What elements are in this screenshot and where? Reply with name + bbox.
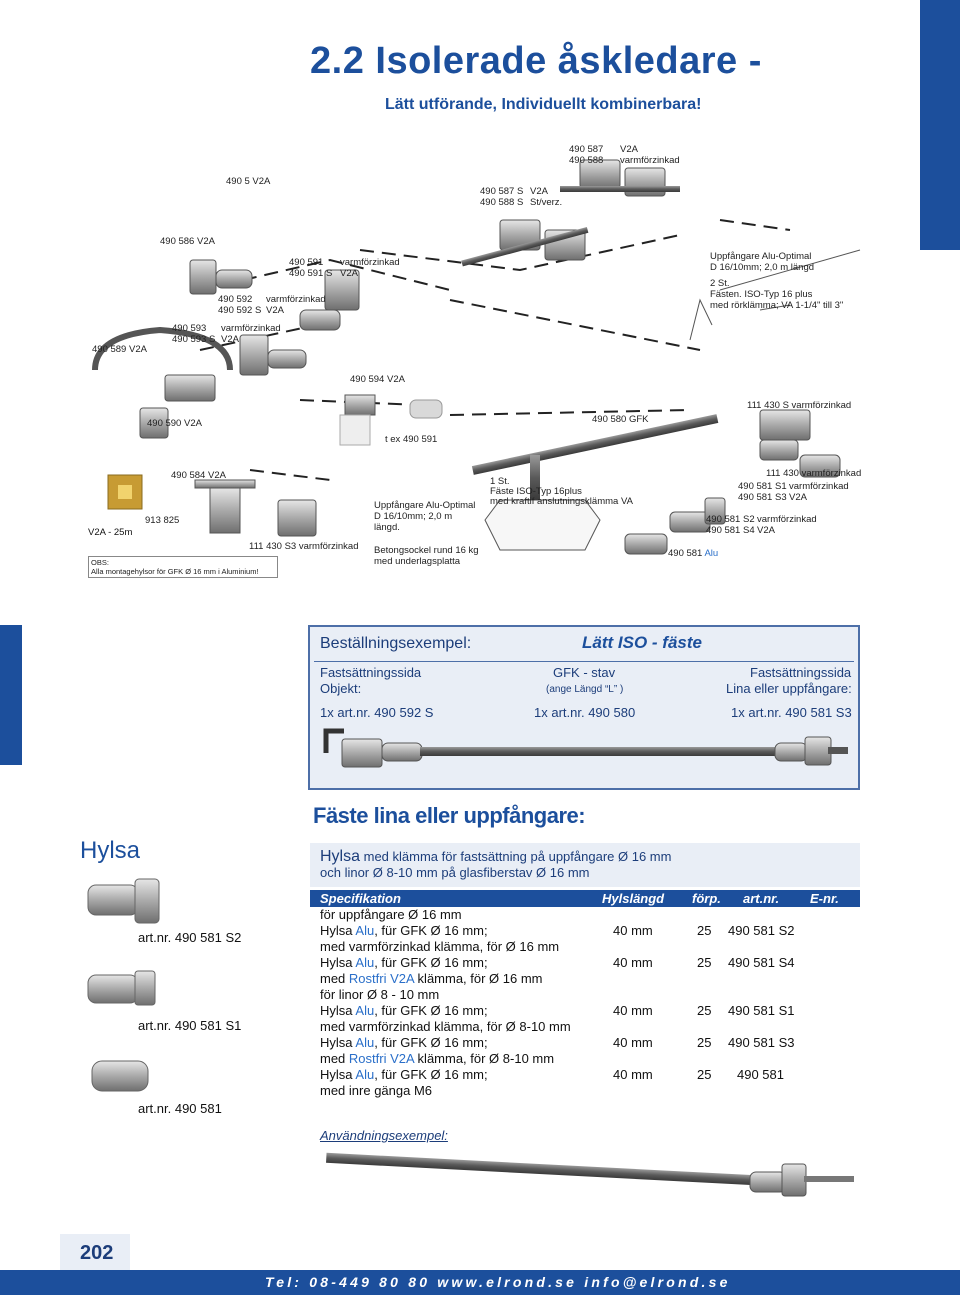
- label-490591S: 490 591 S: [289, 268, 333, 279]
- col1-line1: Fastsättningssida: [320, 665, 422, 680]
- label-490581: 490 581 Alu: [668, 548, 719, 559]
- order-example-divider: [314, 661, 854, 662]
- label-490580: 490 580 GFK: [592, 414, 649, 425]
- label-490581S3: 490 581 S3: [738, 492, 787, 503]
- hylsa-heading: Hylsa: [80, 837, 141, 864]
- label-490581S4: 490 581 S4: [706, 525, 755, 536]
- label-uppfangare-1: Uppfångare Alu-Optimal: [710, 251, 812, 262]
- spec-row-5-line1: Hylsa Alu, für GFK Ø 16 mm;: [320, 1067, 488, 1082]
- sleeve-image-s2: [80, 875, 170, 935]
- label-uppf-b3: längd.: [374, 522, 400, 533]
- label-490587S: 490 587 S: [480, 186, 524, 197]
- spec-row-5-len: 40 mm: [613, 1067, 653, 1082]
- label-490592: 490 592: [218, 294, 253, 305]
- page-title: 2.2 Isolerade åskledare -: [310, 40, 762, 82]
- label-490588-mat: varmförzinkad: [620, 155, 680, 166]
- obs-text: Alla montagehylsor för GFK Ø 16 mm i Aluminium!: [91, 567, 259, 576]
- page-subtitle: Lätt utförande, Individuellt kombinerbara!: [385, 96, 702, 113]
- spec-table-header: [310, 890, 860, 907]
- spec-group-uppfangare: för uppfångare Ø 16 mm: [320, 907, 462, 922]
- spec-row-2-len: 40 mm: [613, 955, 653, 970]
- spec-col-pack: förp.: [692, 891, 721, 906]
- label-490588S: 490 588 S: [480, 197, 524, 208]
- spec-row-4-line1: Hylsa Alu, für GFK Ø 16 mm;: [320, 1035, 488, 1050]
- spec-row-2-line1: Hylsa Alu, für GFK Ø 16 mm;: [320, 955, 488, 970]
- hylsa-desc-rest1: med klämma för fastsättning på uppfångare Ø 16 mm: [360, 849, 672, 864]
- spec-row-3-pack: 25: [697, 1003, 712, 1018]
- spec-row-2-art: 490 581 S4: [728, 955, 795, 970]
- order-example-drawing: [320, 725, 850, 775]
- col1-line2: Objekt:: [320, 681, 362, 696]
- label-490581S1-mat: varmförzinkad: [789, 481, 849, 492]
- label-1st: 1 St.: [490, 476, 510, 487]
- label-betong-1: Betongsockel rund 16 kg: [374, 545, 479, 556]
- spec-row-1-line1: Hylsa Alu, für GFK Ø 16 mm;: [320, 923, 488, 938]
- order-example-subtitle: Lätt ISO - fäste: [582, 633, 702, 652]
- label-tex: t ex 490 591: [385, 434, 438, 445]
- label-490587-mat: V2A: [620, 144, 638, 155]
- spec-row-3-art: 490 581 S1: [728, 1003, 795, 1018]
- label-uppfangare-2: D 16/10mm; 2,0 m längd: [710, 262, 815, 273]
- clamp-490586: [190, 260, 252, 294]
- label-4905xx: 490 5 V2A: [226, 176, 271, 187]
- spec-row-4-pack: 25: [697, 1035, 712, 1050]
- label-uppf-b2: D 16/10mm; 2,0 m: [374, 511, 453, 522]
- label-913825: 913 825: [145, 515, 180, 526]
- label-faste-1: Fäste ISO-Typ 16plus: [490, 486, 582, 497]
- hylsa-desc-rest2: och linor Ø 8-10 mm på glasfiberstav Ø 16 mm: [320, 865, 590, 880]
- order-art-1: 1x art.nr. 490 592 S: [320, 705, 434, 720]
- col2-line1: GFK - stav: [553, 665, 616, 680]
- spec-row-2-pack: 25: [697, 955, 712, 970]
- spec-row-4-len: 40 mm: [613, 1035, 653, 1050]
- label-111430S3: 111 430 S3 varmförzinkad: [249, 541, 359, 552]
- sleeve-label-plain: art.nr. 490 581: [138, 1101, 222, 1116]
- spec-row-2-line2: med Rostfri V2A klämma, för Ø 16 mm: [320, 971, 543, 986]
- side-stripe: [0, 625, 22, 765]
- bracket-490587S: [461, 220, 588, 266]
- label-490581S4-mat: V2A: [757, 525, 775, 536]
- order-example-title: Beställningsexempel:: [320, 635, 472, 652]
- sleeve-label-s1: art.nr. 490 581 S1: [138, 1018, 242, 1033]
- obs-note: [88, 556, 278, 578]
- col2-line2: (ange Längd “L” ): [546, 684, 624, 695]
- spec-col-art: art.nr.: [743, 891, 780, 906]
- label-490593-mat: varmförzinkad: [221, 323, 281, 334]
- bracket-490584: [195, 480, 255, 533]
- col3-line2: Lina eller uppfångare:: [726, 681, 852, 696]
- order-art-3: 1x art.nr. 490 581 S3: [731, 705, 852, 720]
- label-490584: 490 584 V2A: [171, 470, 226, 481]
- spec-row-1-line2: med varmförzinkad klämma, för Ø 16 mm: [320, 939, 560, 954]
- label-490590: 490 590 V2A: [147, 418, 202, 429]
- spec-col-len: Hylslängd: [602, 891, 665, 906]
- label-490591-mat: varmförzinkad: [340, 257, 400, 268]
- spec-row-3-line1: Hylsa Alu, für GFK Ø 16 mm;: [320, 1003, 488, 1018]
- label-490591: 490 591: [289, 257, 324, 268]
- sleeve-label-s2: art.nr. 490 581 S2: [138, 930, 242, 945]
- spec-group-linor: för linor Ø 8 - 10 mm: [320, 987, 440, 1002]
- label-uppfangare-5: med rörklämma; VA 1-1/4" till 3": [710, 300, 844, 311]
- label-490592S-mat: V2A: [266, 305, 284, 316]
- spec-row-3-len: 40 mm: [613, 1003, 653, 1018]
- label-490586: 490 586 V2A: [160, 236, 215, 247]
- label-111430: 111 430 varmförzinkad: [766, 468, 862, 479]
- faste-section-title: Fäste lina eller uppfångare:: [313, 803, 586, 828]
- tape-913825: [108, 475, 142, 509]
- clamp-111430S: [760, 410, 810, 440]
- sleeve-parts: [625, 440, 840, 554]
- label-490593S-mat: V2A: [221, 334, 239, 345]
- spec-col-spec: Specifikation: [320, 891, 401, 906]
- label-490588S-mat: St/verz.: [530, 197, 563, 208]
- label-111430S: 111 430 S varmförzinkad: [747, 400, 852, 411]
- label-490591S-mat: V2A: [340, 268, 358, 279]
- spec-col-enr: E-nr.: [810, 891, 839, 906]
- label-490592-mat: varmförzinkad: [266, 294, 326, 305]
- footer-contact: Tel: 08-449 80 80 www.elrond.se info@elrond.se: [265, 1274, 731, 1290]
- label-faste-2: med kraftif anslutningsklämma VA: [490, 496, 633, 507]
- spec-row-4-art: 490 581 S3: [728, 1035, 795, 1050]
- label-v2a-25m: V2A - 25m: [88, 527, 133, 538]
- label-betong-2: med underlagsplatta: [374, 556, 461, 567]
- label-490581S3-mat: V2A: [789, 492, 807, 503]
- label-490594: 490 594 V2A: [350, 374, 405, 385]
- usage-example-drawing: [320, 1150, 860, 1200]
- label-490589: 490 589 V2A: [92, 344, 147, 355]
- label-uppfangare-4: Fästen. ISO-Typ 16 plus: [710, 289, 813, 300]
- hylsa-desc-word: Hylsa: [320, 848, 361, 865]
- spec-row-1-pack: 25: [697, 923, 712, 938]
- label-490587S-mat: V2A: [530, 186, 548, 197]
- spec-row-4-line2: med Rostfri V2A klämma, för Ø 8-10 mm: [320, 1051, 555, 1066]
- page-number: 202: [80, 1242, 114, 1264]
- obs-title: OBS:: [91, 558, 109, 567]
- spec-row-1-art: 490 581 S2: [728, 923, 795, 938]
- label-490581S2-mat: varmförzinkad: [757, 514, 817, 525]
- spec-row-1-len: 40 mm: [613, 923, 653, 938]
- label-490581S1: 490 581 S1: [738, 481, 787, 492]
- col3-line1: Fastsättningssida: [750, 665, 852, 680]
- order-art-2: 1x art.nr. 490 580: [534, 705, 636, 720]
- spec-row-5-art: 490 581: [737, 1067, 784, 1082]
- clamp-490592: [240, 335, 306, 375]
- sleeve-image-plain: [88, 1055, 158, 1100]
- label-uppfangare-3: 2 St.: [710, 278, 730, 289]
- label-uppf-b1: Uppfångare Alu-Optimal: [374, 500, 476, 511]
- order-example-box: [308, 625, 860, 790]
- label-490593: 490 593: [172, 323, 207, 334]
- spec-row-3-line2: med varmförzinkad klämma, för Ø 8-10 mm: [320, 1019, 571, 1034]
- label-490592S: 490 592 S: [218, 305, 262, 316]
- clamp-111430S3: [278, 500, 316, 536]
- product-diagram: [0, 120, 960, 590]
- spec-row-5-pack: 25: [697, 1067, 712, 1082]
- usage-example-label: Användningsexempel:: [320, 1128, 448, 1143]
- label-490593S: 490 593 S: [172, 334, 216, 345]
- label-490581S2: 490 581 S2: [706, 514, 755, 525]
- spec-row-5-line2: med inre gänga M6: [320, 1083, 433, 1098]
- label-490587: 490 587: [569, 144, 604, 155]
- hylsa-description: [310, 843, 860, 887]
- label-490588: 490 588: [569, 155, 604, 166]
- sleeve-image-s1: [80, 965, 170, 1020]
